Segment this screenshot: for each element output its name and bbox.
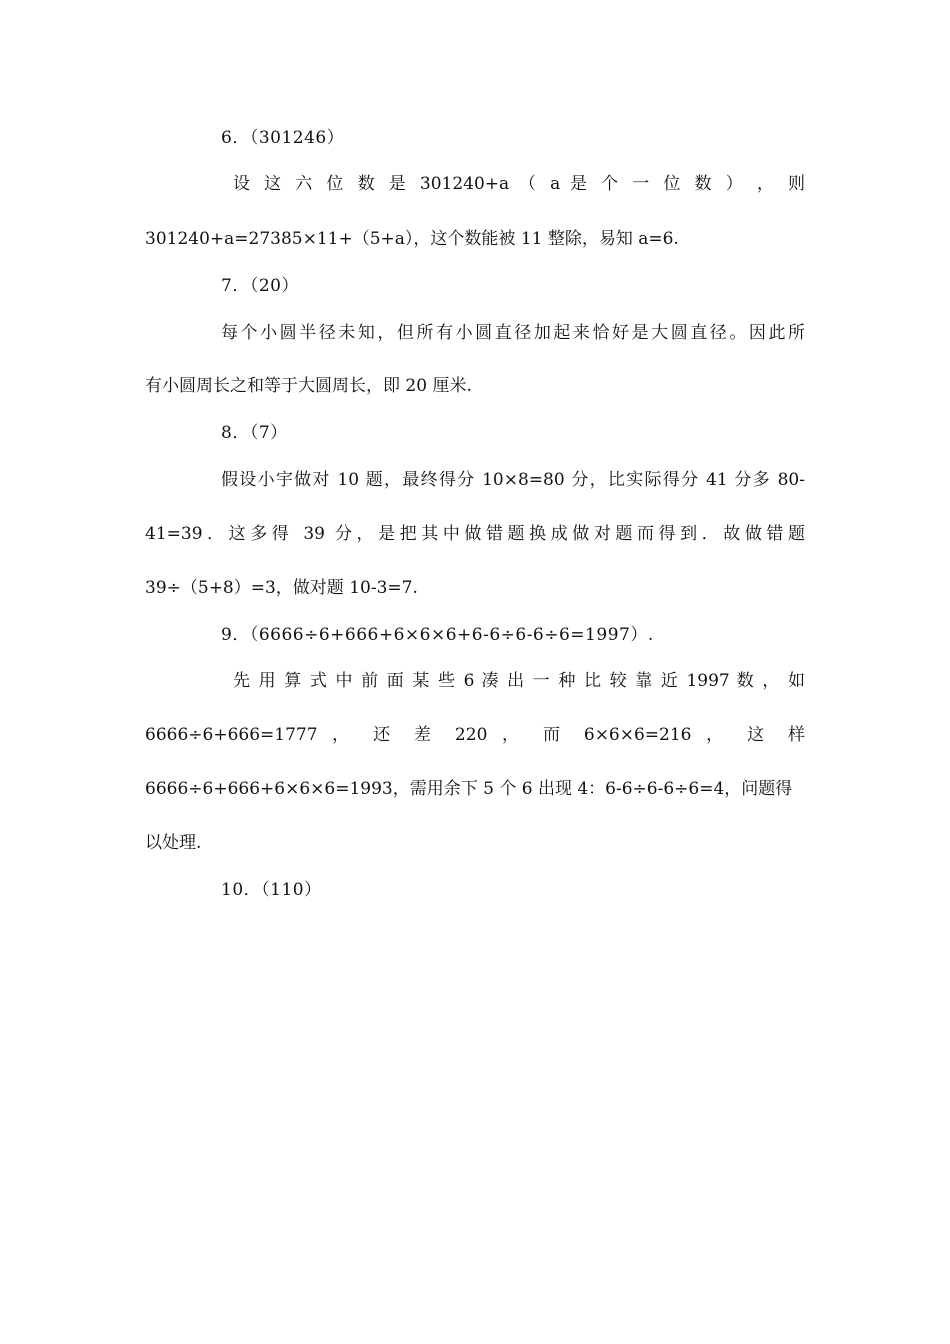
answer-6-text-line-1: 设 这 六 位 数 是 301240+a （ a 是 个 一 位 数 ） ， 则 [233, 174, 805, 194]
answer-7-text-line-2: 有小圆周长之和等于大圆周长，即 20 厘米. [145, 376, 472, 396]
answer-7-text-line-1: 每个小圆半径未知，但所有小圆直径加起来恰好是大圆直径。因此所 [221, 323, 805, 343]
answer-10-heading: 10．（110） [221, 880, 322, 900]
answer-9-text-line-1: 先 用 算 式 中 前 面 某 些 6 凑 出 一 种 比 较 靠 近 1997 数 ， 如 [233, 671, 805, 691]
answer-9-text-line-4: 以处理. [145, 833, 202, 853]
answer-7-heading: 7．（20） [221, 276, 299, 296]
answer-6-text-line-2: 301240+a=27385×11+（5+a），这个数能被 11 整除，易知 a=6. [145, 229, 679, 249]
answer-6-heading: 6．（301246） [221, 128, 345, 148]
answer-8-heading: 8．（7） [221, 423, 288, 443]
answer-9-text-line-3: 6666÷6+666+6×6×6=1993，需用余下 5 个 6 出现 4：6-6÷6-6÷6=4，问题得 [145, 779, 793, 799]
answer-9-heading: 9．（6666÷6+666+6×6×6+6-6÷6-6÷6=1997）. [221, 625, 654, 645]
answer-8-text-line-3: 39÷（5+8）=3，做对题 10-3=7. [145, 578, 418, 598]
answer-8-text-line-2: 41=39．这多得 39 分，是把其中做错题换成做对题而得到．故做错题 [145, 524, 805, 544]
answer-8-text-line-1: 假设小宇做对 10 题，最终得分 10×8=80 分，比实际得分 41 分多 80- [221, 470, 805, 490]
answer-9-text-line-2: 6666÷6+666=1777 ， 还 差 220 ， 而 6×6×6=216 ， 这 样 [145, 725, 805, 745]
